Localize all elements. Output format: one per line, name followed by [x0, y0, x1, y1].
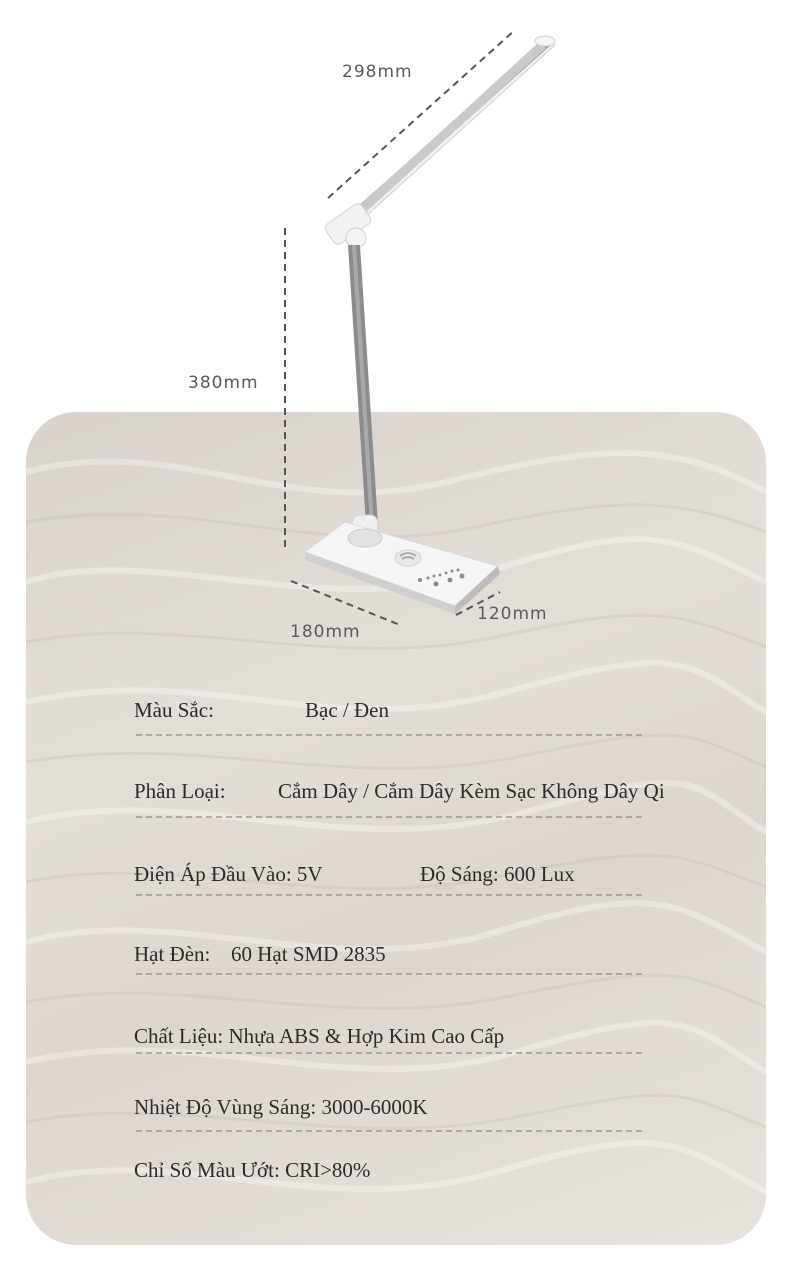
spec-color-label: Màu Sắc:	[134, 698, 214, 722]
divider	[136, 734, 642, 736]
spec-type-label: Phân Loại:	[134, 779, 226, 803]
dimension-width-label: 180mm	[290, 622, 361, 642]
spec-leds-row	[134, 942, 386, 967]
spec-leds-label: Hạt Đèn:	[134, 942, 211, 966]
spec-color-value: Bạc / Đen	[305, 698, 389, 722]
spec-voltage-label: Điện Áp Đầu Vào: 5V	[134, 862, 323, 886]
spec-material-row	[134, 1024, 504, 1049]
spec-color-temp-label: Nhiệt Độ Vùng Sáng: 3000-6000K	[134, 1095, 428, 1119]
divider	[136, 894, 642, 896]
divider	[136, 1052, 642, 1054]
dimension-depth-label: 120mm	[477, 604, 548, 624]
spec-color-row	[134, 698, 389, 723]
divider	[136, 816, 642, 818]
spec-type-value: Cắm Dây / Cắm Dây Kèm Sạc Không Dây Qi	[278, 779, 665, 803]
divider	[136, 1130, 642, 1132]
spec-type-row	[134, 779, 665, 804]
spec-material-label: Chất Liệu: Nhựa ABS & Hợp Kim Cao Cấp	[134, 1024, 505, 1048]
spec-cri-label: Chỉ Số Màu Ướt: CRI>80%	[134, 1158, 371, 1182]
dimension-height-label: 380mm	[188, 373, 259, 393]
spec-voltage-row	[134, 862, 575, 887]
divider	[136, 973, 642, 975]
dimension-length-label: 298mm	[342, 62, 413, 82]
spec-color-temp-row	[134, 1095, 428, 1120]
spec-brightness-value: Độ Sáng: 600 Lux	[420, 862, 575, 886]
spec-leds-value: 60 Hạt SMD 2835	[231, 942, 386, 966]
spec-cri-row	[134, 1158, 370, 1183]
